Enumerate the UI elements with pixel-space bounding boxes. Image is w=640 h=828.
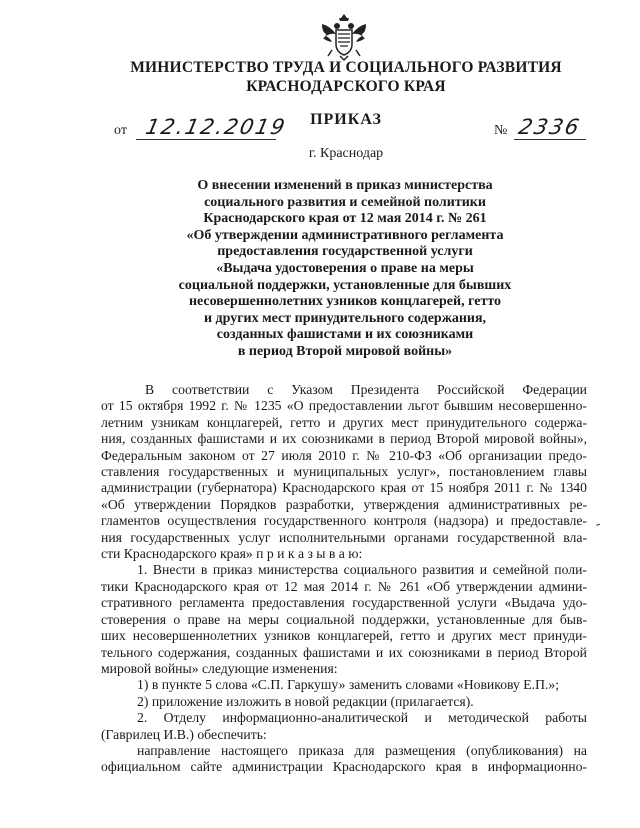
- margin-mark: -: [593, 516, 603, 533]
- body-line: ставления государственных и муниципальных услуг», постановлением главы: [101, 464, 587, 480]
- number-prefix: №: [494, 123, 508, 138]
- heading-line: несовершеннолетних узников концлагерей, гетто: [188, 294, 502, 310]
- city-line: [0, 146, 640, 162]
- handwritten-date: 12.12.2019: [143, 115, 289, 139]
- heading-line: созданных фашистами и их союзниками: [216, 327, 474, 343]
- body-line: направление настоящего приказа для размещения (опубликования) на: [137, 742, 587, 758]
- doc-type-label: ПРИКАЗ: [310, 111, 382, 128]
- date-number-row: [114, 115, 594, 143]
- body-line: В соответствии с Указом Президента Российской Федерации: [145, 382, 587, 397]
- ministry-name: [0, 58, 640, 96]
- body-line: от 15 октября 1992 г. № 1235 «О предоставлении льгот бывшим несовершенно-: [101, 398, 587, 414]
- heading-line: предоставления государственной услуги: [217, 244, 473, 260]
- heading-line: «Выдача удостоверения о праве на меры: [216, 260, 474, 276]
- heading-line: в период Второй мировой войны»: [237, 343, 453, 359]
- coat-of-arms-icon: [318, 10, 370, 62]
- body-line: 2) приложение изложить в новой редакции (прилагается).: [137, 693, 474, 709]
- document-body: [101, 382, 587, 776]
- document-heading: [150, 178, 540, 361]
- body-line: гламентов осуществления государственного контроля (надзора) и предоставле-: [101, 513, 587, 529]
- body-line: ния, созданных фашистами и их союзниками в период Второй мировой войны»,: [101, 431, 587, 447]
- date-prefix: от: [114, 123, 127, 138]
- ministry-line-2: КРАСНОДАРСКОГО КРАЯ: [246, 78, 446, 95]
- body-line: ших несовершеннолетних узников концлагерей, гетто и других мест принуди-: [101, 628, 587, 644]
- heading-line: и других мест принудительного содержания,: [203, 310, 487, 326]
- body-line: мировой войны» следующие изменения:: [101, 660, 338, 676]
- city-name: г. Краснодар: [308, 146, 384, 161]
- body-line: тики Краснодарского края от 12 мая 2014 г. № 261 «Об утверждении админи-: [101, 578, 587, 594]
- number-underline: [514, 139, 586, 140]
- body-line: сти Краснодарского края» п р и к а з ы в а ю:: [101, 546, 363, 562]
- body-line: тельного содержания, созданных фашистами и их союзниками в период Второй: [101, 644, 587, 660]
- body-line: официальном сайте администрации Краснодарского края в информационно-: [101, 759, 587, 775]
- body-line: (Гаврилец И.В.) обеспечить:: [101, 726, 267, 742]
- body-line: 1. Внести в приказ министерства социального развития и семейной поли-: [137, 562, 587, 578]
- handwritten-number: 2336: [516, 115, 584, 139]
- heading-line: социального развития и семейной политики: [204, 194, 486, 210]
- body-line: стоверения о праве на меры социальной поддержки, установленные для быв-: [101, 611, 587, 627]
- ministry-line-1: МИНИСТЕРСТВО ТРУДА И СОЦИАЛЬНОГО РАЗВИТИЯ: [130, 59, 562, 76]
- heading-line: Краснодарского края от 12 мая 2014 г. № 261: [203, 211, 487, 227]
- body-line: 2. Отделу информационно-аналитической и методической работы: [137, 710, 587, 726]
- heading-line: «Об утверждении административного регламента: [186, 227, 504, 243]
- date-underline: [136, 139, 276, 140]
- body-line: «Об утверждении Порядков разработки, утверждения административных ре-: [101, 496, 587, 512]
- coat-of-arms-emblem: [318, 10, 370, 62]
- body-line: летним узникам концлагерей, гетто и других мест принудительного содержа-: [101, 414, 587, 430]
- heading-line: социальной поддержки, установленные для бывших: [178, 277, 512, 293]
- heading-line: О внесении изменений в приказ министерства: [197, 178, 493, 193]
- body-line: стративного регламента предоставления государственной услуги «Выдача удо-: [101, 595, 587, 611]
- body-line: 1) в пункте 5 слова «С.П. Гаркушу» заменить словами «Новикову Е.П.»;: [137, 677, 560, 693]
- body-line: ния государственных услуг исполнительными органами государственной вла-: [101, 529, 587, 545]
- body-line: администрации (губернатора) Краснодарского края от 15 ноября 2011 г. № 1340: [101, 480, 587, 496]
- body-line: Федеральным законом от 27 июля 2010 г. № 210-ФЗ «Об организации предо-: [101, 447, 587, 463]
